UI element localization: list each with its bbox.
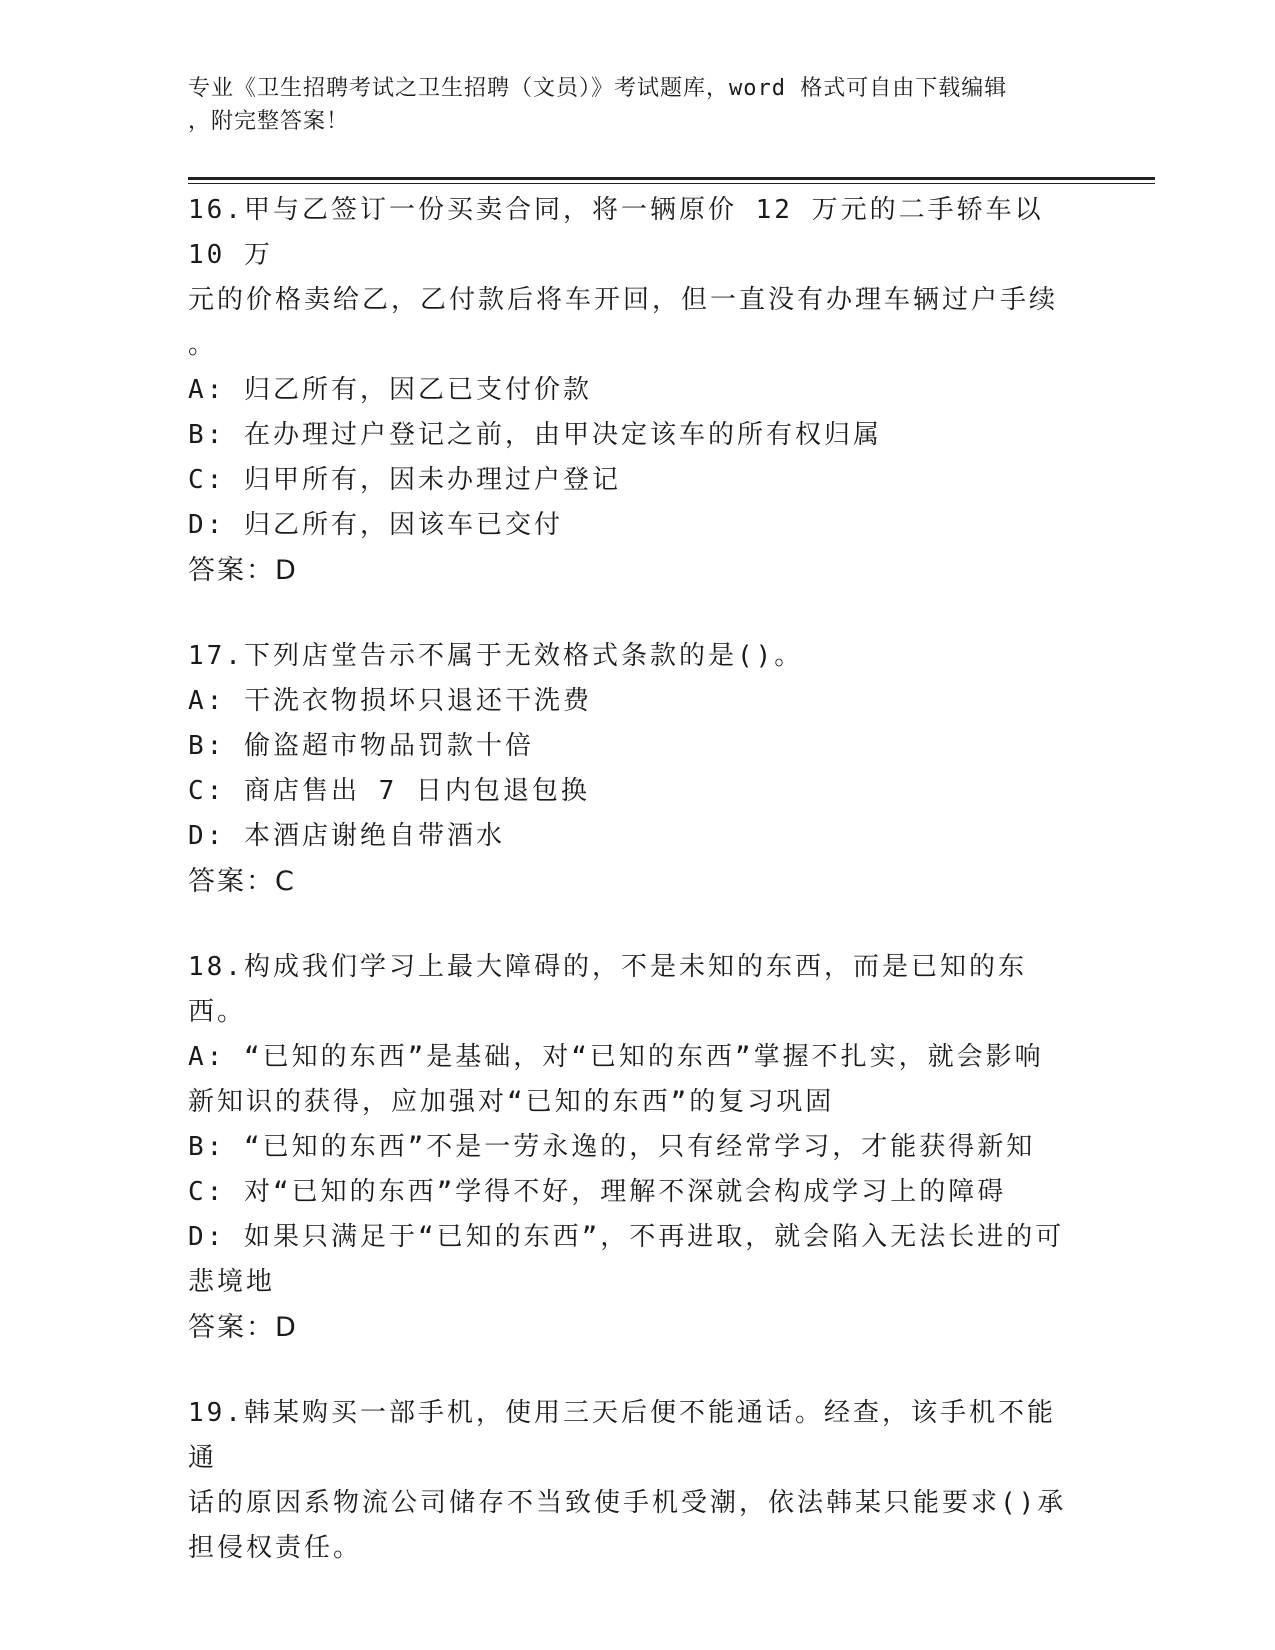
answer-line: 答案：D bbox=[188, 555, 298, 586]
answer-line: 答案：C bbox=[188, 866, 296, 897]
option-a: A: 归乙所有，因乙已支付价款 bbox=[188, 375, 592, 405]
option-b: B: 在办理过户登记之前，由甲决定该车的所有权归属 bbox=[188, 420, 882, 450]
question-19 bbox=[188, 1391, 1078, 1571]
question-stem-line: 担侵权责任。 bbox=[188, 1533, 363, 1563]
question-stem-line: 19.韩某购买一部手机，使用三天后便不能通话。经查，该手机不能通 bbox=[188, 1398, 1056, 1473]
header-line-1: 专业《卫生招聘考试之卫生招聘（文员）》考试题库，word 格式可自由下载编辑 bbox=[188, 76, 1008, 101]
option-d: D: 如果只满足于“已知的东西”，不再进取，就会陷入无法长进的可 bbox=[188, 1222, 1065, 1252]
header-divider-thick bbox=[188, 177, 1155, 180]
document-header bbox=[188, 72, 1068, 138]
question-stem-line: 话的原因系物流公司储存不当致使手机受潮，依法韩某只能要求()承 bbox=[188, 1488, 1067, 1518]
option-d: D: 本酒店谢绝自带酒水 bbox=[188, 821, 505, 851]
option-c: C: 商店售出 7 日内包退包换 bbox=[188, 776, 590, 806]
question-stem-line: 16.甲与乙签订一份买卖合同，将一辆原价 12 万元的二手轿车以 10 万 bbox=[188, 195, 1044, 270]
question-17 bbox=[188, 634, 1078, 905]
option-b: B: “已知的东西”不是一劳永逸的，只有经常学习，才能获得新知 bbox=[188, 1132, 1036, 1162]
option-d-continued: 悲境地 bbox=[188, 1267, 276, 1297]
option-c: C: 对“已知的东西”学得不好，理解不深就会构成学习上的障碍 bbox=[188, 1177, 1007, 1207]
option-d: D: 归乙所有，因该车已交付 bbox=[188, 510, 563, 540]
question-stem-line: 。 bbox=[188, 330, 218, 360]
option-a: A: 干洗衣物损坏只退还干洗费 bbox=[188, 686, 592, 716]
question-stem-line: 17.下列店堂告示不属于无效格式条款的是()。 bbox=[188, 641, 804, 671]
option-b: B: 偷盗超市物品罚款十倍 bbox=[188, 731, 534, 761]
question-16 bbox=[188, 188, 1078, 594]
option-a-continued: 新知识的获得，应加强对“已知的东西”的复习巩固 bbox=[188, 1087, 835, 1117]
question-list bbox=[188, 188, 1078, 1571]
question-stem-line: 18.构成我们学习上最大障碍的，不是未知的东西，而是已知的东西。 bbox=[188, 952, 1027, 1027]
question-18 bbox=[188, 945, 1078, 1351]
header-divider-thin bbox=[188, 183, 1155, 184]
answer-line: 答案：D bbox=[188, 1312, 298, 1343]
header-line-2: ，附完整答案！ bbox=[188, 109, 350, 134]
option-c: C: 归甲所有，因未办理过户登记 bbox=[188, 465, 621, 495]
question-stem-line: 元的价格卖给乙，乙付款后将车开回，但一直没有办理车辆过户手续 bbox=[188, 285, 1059, 315]
option-a: A: “已知的东西”是基础，对“已知的东西”掌握不扎实，就会影响 bbox=[188, 1042, 1044, 1072]
